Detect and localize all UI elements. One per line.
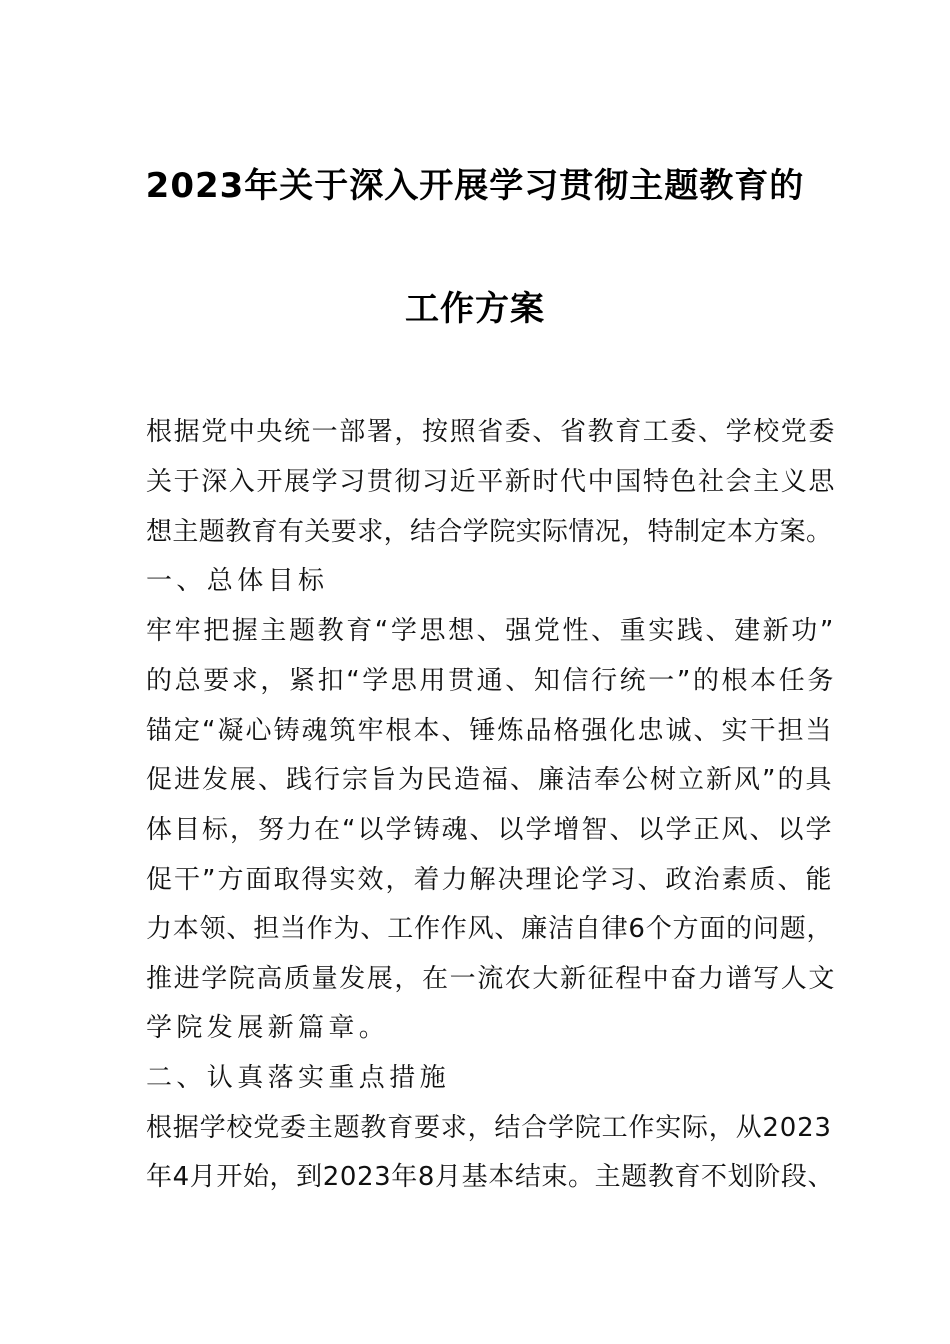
body-line: 促干”方面取得实效，着力解决理论学习、政治素质、能	[146, 865, 834, 895]
section-heading-1: 一、总体目标	[146, 566, 329, 596]
body-line: 的总要求，紧扣“学思用贯通、知信行统一”的根本任务	[146, 666, 836, 696]
body-line: 牢牢把握主题教育“学思想、强党性、重实践、建新功”	[146, 616, 836, 646]
body-line: 锚定“凝心铸魂筑牢根本、锤炼品格强化忠诚、实干担当	[146, 716, 834, 746]
body-line: 年4月开始，到2023年8月基本结束。主题教育不划阶段、	[146, 1162, 835, 1192]
body-line: 想主题教育有关要求，结合学院实际情况，特制定本方案。	[146, 517, 833, 547]
body-line: 学院发展新篇章。	[146, 1013, 390, 1043]
body-line: 力本领、担当作为、工作作风、廉洁自律6个方面的问题，	[146, 914, 834, 944]
document-title-line-1: 2023年关于深入开展学习贯彻主题教育的	[145, 166, 805, 206]
body-line: 推进学院高质量发展，在一流农大新征程中奋力谱写人文	[146, 964, 837, 994]
section-heading-2: 二、认真落实重点措施	[146, 1063, 451, 1093]
body-line: 促进发展、践行宗旨为民造福、廉洁奉公树立新风”的具	[146, 765, 834, 795]
body-line: 根据党中央统一部署，按照省委、省教育工委、学校党委	[146, 417, 837, 447]
body-line: 关于深入开展学习贯彻习近平新时代中国特色社会主义思	[146, 467, 837, 497]
body-line: 体目标，努力在“以学铸魂、以学增智、以学正风、以学	[146, 815, 834, 845]
document-title-line-2: 工作方案	[405, 289, 545, 329]
body-line: 根据学校党委主题教育要求，结合学院工作实际，从2023	[146, 1113, 832, 1143]
